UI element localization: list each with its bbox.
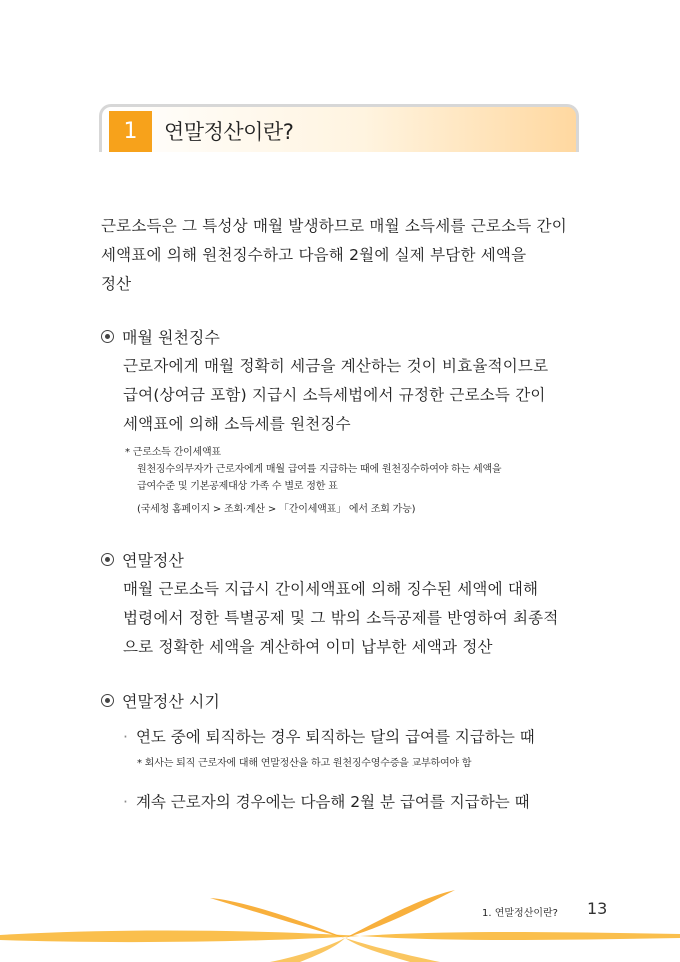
note-line: 급여수준 및 기본공제대상 가족 수 별로 정한 표 [137,481,338,492]
radio-bullet-icon [101,553,114,566]
yearend-line: 법령에서 정한 특별공제 및 그 밖의 소득공제를 반영하여 최종적 [123,609,559,627]
intro-line: 근로소득은 그 특성상 매월 발생하므로 매월 소득세를 근로소득 간이 [101,217,567,235]
bullet-dot-icon: · [123,793,128,811]
note-reference: (국세청 홈페이지 > 조회·계산 > 「간이세액표」 에서 조회 가능) [137,504,416,515]
yearend-heading-label: 연말정산 [122,551,184,570]
monthly-line: 근로자에게 매월 정확히 세금을 계산하는 것이 비효율적이므로 [123,357,549,375]
intro-line: 정산 [101,275,132,293]
radio-bullet-icon [101,694,114,707]
section-title: 연말정산이란? [164,120,294,144]
timing-bullet-2 [123,790,530,812]
section-number: 1 [109,111,152,152]
radio-bullet-icon [101,330,114,343]
note-title: * 근로소득 간이세액표 [125,447,221,458]
bullet-dot-icon: · [123,728,128,746]
footer-flower-decoration [0,880,680,962]
yearend-heading [101,548,184,571]
timing-heading [101,689,220,712]
timing-heading-label: 연말정산 시기 [122,692,220,711]
footer-chapter-title: 1. 연말정산이란? [482,908,558,919]
timing-bullet-2-text: 계속 근로자의 경우에는 다음해 2월 분 급여를 지급하는 때 [135,793,530,811]
yearend-line: 으로 정확한 세액을 계산하여 이미 납부한 세액과 정산 [123,638,493,656]
timing-bullet-1 [123,725,535,747]
monthly-heading-label: 매월 원천징수 [122,328,220,347]
monthly-heading [101,325,220,348]
monthly-line: 세액표에 의해 소득세를 원천징수 [123,415,351,433]
yearend-line: 매월 근로소득 지급시 간이세액표에 의해 징수된 세액에 대해 [123,580,539,598]
intro-line: 세액표에 의해 원천징수하고 다음해 2월에 실제 부담한 세액을 [101,246,527,264]
timing-bullet-1-text: 연도 중에 퇴직하는 경우 퇴직하는 달의 급여를 지급하는 때 [135,728,535,746]
page-number: 13 [587,899,608,918]
monthly-line: 급여(상여금 포함) 지급시 소득세법에서 규정한 근로소득 간이 [123,386,546,404]
timing-note: * 회사는 퇴직 근로자에 대해 연말정산을 하고 원천징수영수증을 교부하여야 함 [137,758,472,769]
note-line: 원천징수의무자가 근로자에게 매월 급여를 지급하는 때에 원천징수하여야 하는 세액을 [137,464,502,475]
